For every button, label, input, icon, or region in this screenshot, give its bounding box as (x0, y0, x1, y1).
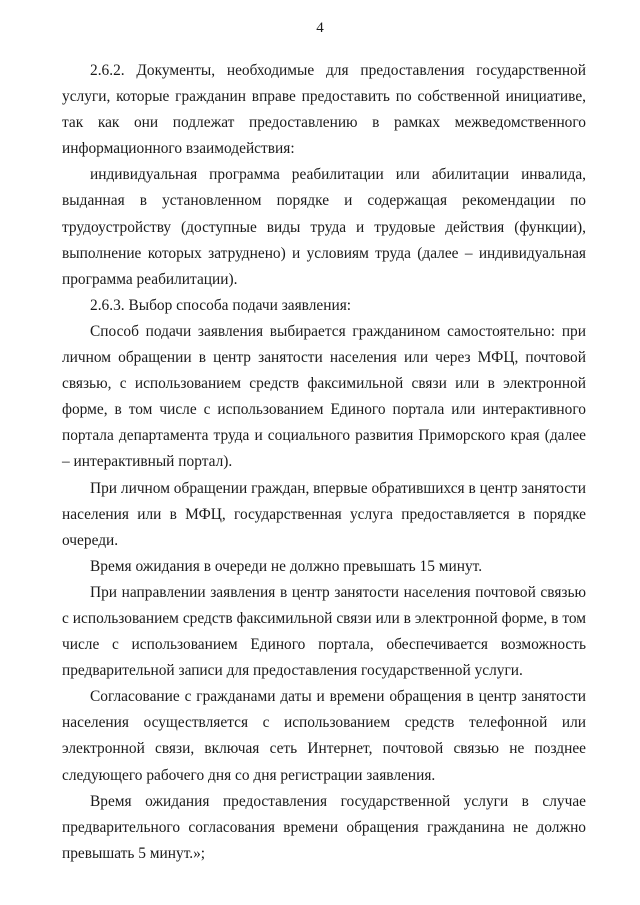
paragraph-2-6-2: 2.6.2. Документы, необходимые для предоставления государственной услуги, которые гражданин вправе предоставить по собственной инициативе, так как они подлежат предоставлению в рамках межведомственного информационного взаимодействия: (62, 62, 586, 158)
page-number: 4 (316, 20, 324, 36)
paragraph-personal-visit: При личном обращении граждан, впервые обратившихся в центр занятости населения или в МФЦ, государственная услуга предоставляется в порядке очереди. (62, 479, 586, 549)
document-body (62, 58, 586, 867)
paragraph-2-6-3: 2.6.3. Выбор способа подачи заявления: (90, 296, 352, 314)
paragraph-submission-method: Способ подачи заявления выбирается гражданином самостоятельно: при личном обращении в центр занятости населения или через МФЦ, почтовой связью, с использованием средств факсимильной связи или в электронной форме, в том числе с использованием Единого портала или интерактивного портала департамента труда и социального развития Приморского края (далее – интерактивный портал). (62, 322, 586, 471)
paragraph-rehab-program: индивидуальная программа реабилитации или абилитации инвалида, выданная в установленном порядке и содержащая рекомендации по трудоустройству (доступные виды труда и трудовые действия (функции), выполнение которых затруднено) и условиям труда (далее – индивидуальная программа реабилитации). (62, 166, 586, 288)
paragraph-waiting-time: Время ожидания предоставления государственной услуги в случае предварительного согласования времени обращения гражданина не должно превышать 5 минут.»; (62, 792, 586, 862)
paragraph-mail-submission: При направлении заявления в центр занятости населения почтовой связью с использованием средств факсимильной связи или в электронной форме, в том числе с использованием Единого портала, обеспечивается возможность предварительной записи для предоставления государственной услуги. (62, 583, 586, 680)
paragraph-date-agreement: Согласование с гражданами даты и времени обращения в центр занятости населения осуществляется с использованием средств телефонной или электронной связи, включая сеть Интернет, почтовой связью не позднее следующего рабочего дня со дня регистрации заявления. (62, 688, 586, 784)
paragraph-queue-time: Время ожидания в очереди не должно превышать 15 минут. (90, 557, 483, 575)
